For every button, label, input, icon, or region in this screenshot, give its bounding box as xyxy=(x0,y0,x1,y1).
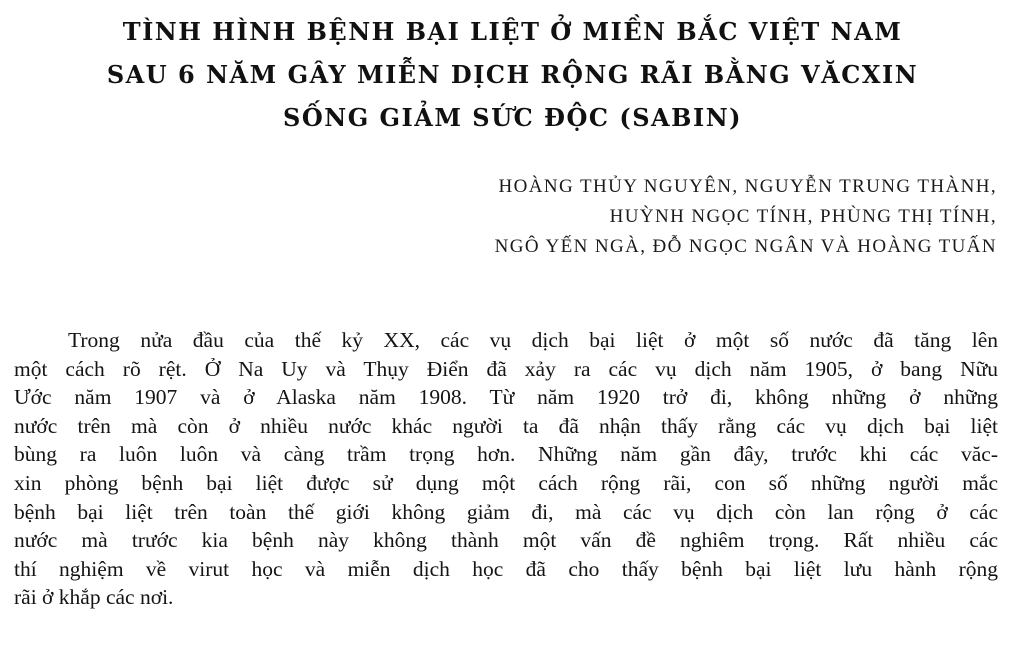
body-line: thí nghiệm về virut học và miễn dịch học đã cho thấy bệnh bại liệt lưu hành rộng xyxy=(14,556,998,581)
author-line: HUỲNH NGỌC TÍNH, PHÙNG THỊ TÍNH, xyxy=(609,206,997,227)
title-line: SỐNG GIẢM SỨC ĐỘC (SABIN) xyxy=(283,103,742,132)
author-line: HOÀNG THỦY NGUYÊN, NGUYỄN TRUNG THÀNH, xyxy=(498,176,997,197)
author-line: NGÔ YẾN NGÀ, ĐỖ NGỌC NGÂN VÀ HOÀNG TUẤN xyxy=(494,236,997,257)
body-line: bệnh bại liệt trên toàn thế giới không giảm đi, mà các vụ dịch còn lan rộng ở các xyxy=(14,499,998,524)
author-list xyxy=(495,172,997,262)
body-line: một cách rõ rệt. Ở Na Uy và Thụy Điển đã xảy ra các vụ dịch năm 1905, ở bang Nữu xyxy=(14,356,998,381)
article-title xyxy=(0,10,1025,139)
body-line: xin phòng bệnh bại liệt được sử dụng một cách rộng rãi, con số những người mắc xyxy=(14,470,998,495)
title-line: TÌNH HÌNH BỆNH BẠI LIỆT Ở MIỀN BẮC VIỆT NAM xyxy=(122,17,903,46)
body-line: nước mà trước kia bệnh này không thành một vấn đề nghiêm trọng. Rất nhiều các xyxy=(14,528,998,553)
body-line: Ước năm 1907 và ở Alaska năm 1908. Từ năm 1920 trở đi, không những ở những xyxy=(14,385,998,410)
body-paragraph xyxy=(14,326,998,612)
body-line: nước trên mà còn ở nhiều nước khác người ta đã nhận thấy rằng các vụ dịch bại liệt xyxy=(14,413,998,438)
body-line: rãi ở khắp các nơi. xyxy=(14,585,174,610)
body-line: bùng ra luôn luôn và càng trầm trọng hơn. Những năm gần đây, trước khi các văc- xyxy=(14,442,998,467)
body-line: Trong nửa đầu của thế kỷ XX, các vụ dịch bại liệt ở một số nước đã tăng lên xyxy=(68,328,998,352)
title-line: SAU 6 NĂM GÂY MIỄN DỊCH RỘNG RÃI BẰNG VĂCXIN xyxy=(106,60,919,89)
